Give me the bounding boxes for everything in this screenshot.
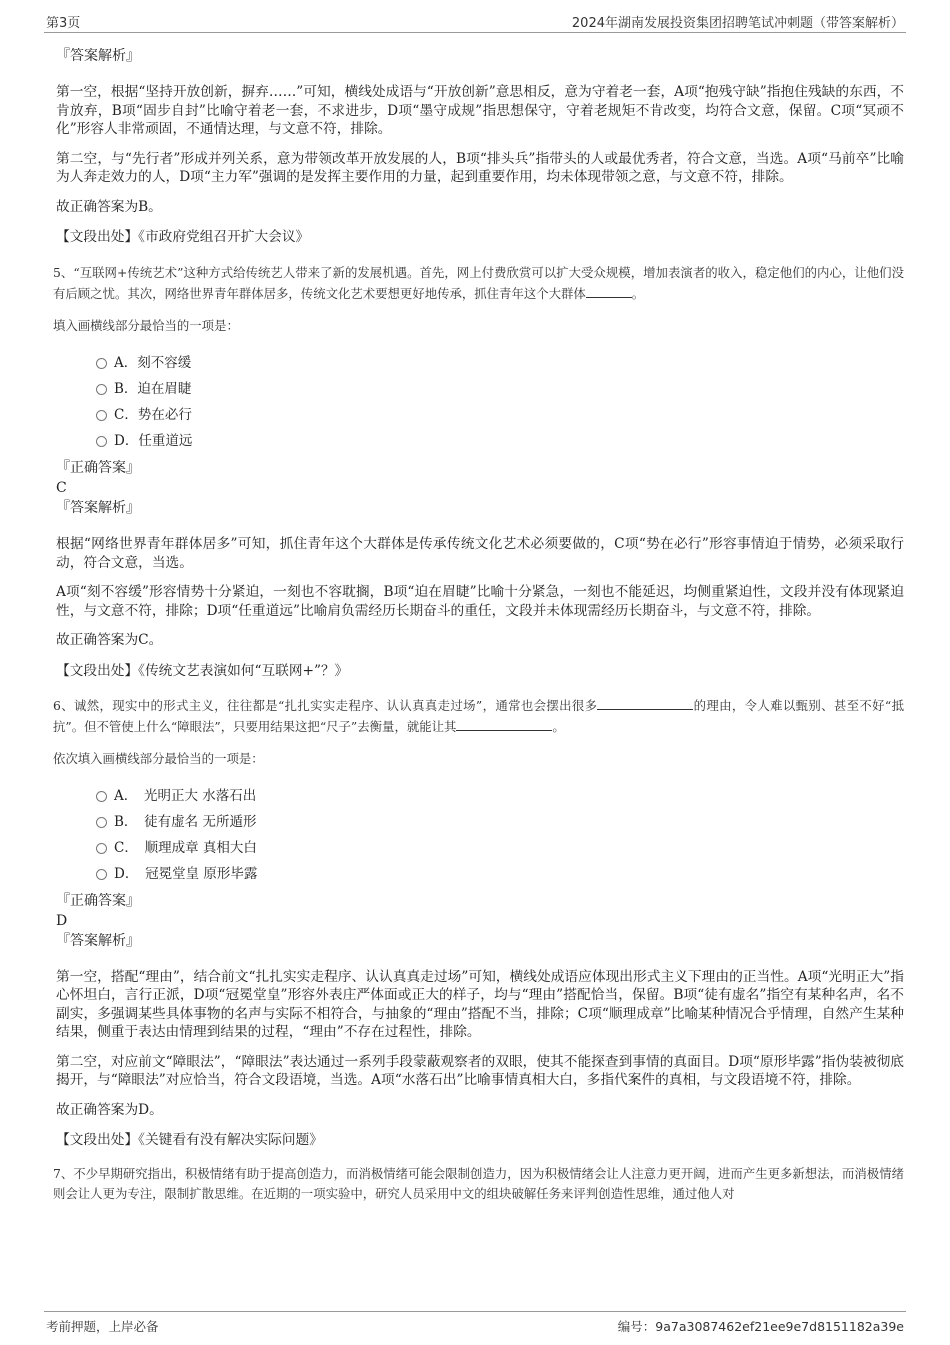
radio-icon[interactable] <box>96 791 107 802</box>
q5-correct-answer: C <box>56 480 67 496</box>
q6-analysis-label: 『答案解析』 <box>56 932 140 949</box>
page-header <box>44 12 906 33</box>
q5-fill-blank <box>586 283 632 298</box>
q5-option-d[interactable] <box>96 428 904 454</box>
q6-analysis-para-2: 第二空，对应前文“障眼法”，“障眼法”表达通过一系列手段蒙蔽观察者的双眼，使其不能探查到事情的真面目。D项“原形毕露”指伪装被彻底揭开，与“障眼法”对应恰当，符合文段语境，当选。A项“水落石出”比喻事情真相大白，多指代案件的真相，与文段语境不符，排除。 <box>56 1053 904 1088</box>
q5-option-b[interactable] <box>96 376 904 402</box>
q6-option-a[interactable] <box>96 783 904 809</box>
q5-option-a-label: A．刻不容缓 <box>114 355 192 371</box>
q4-source: 【文段出处】《市政府党组召开扩大会议》 <box>56 229 310 245</box>
q6-conclusion: 故正确答案为D。 <box>56 1101 163 1118</box>
q5-option-b-label: B．迫在眉睫 <box>114 381 192 397</box>
footer-slogan: 考前押题，上岸必备 <box>46 1319 159 1334</box>
page-content <box>53 44 904 1204</box>
q5-option-d-label: D．任重道远 <box>114 433 193 449</box>
q6-question-text <box>53 695 904 737</box>
radio-icon[interactable] <box>96 817 107 828</box>
q5-source: 【文段出处】《传统文艺表演如何“互联网+”？》 <box>56 662 349 679</box>
radio-icon[interactable] <box>96 384 107 395</box>
q5-analysis-para-2: A项“刻不容缓”形容情势十分紧迫，一刻也不容耽搁，B项“迫在眉睫”比喻十分紧急，一刻也不能延迟，均侧重紧迫性，文段并没有体现紧迫性，与文意不符，排除；D项“任重道远”比喻肩负需经历长期奋斗的重任，文段并未体现需经历长期奋斗，与文意不符，排除。 <box>56 584 904 619</box>
q6-option-d[interactable] <box>96 861 904 887</box>
q5-option-c[interactable] <box>96 402 904 428</box>
q6-option-b[interactable] <box>96 809 904 835</box>
radio-icon[interactable] <box>96 869 107 880</box>
q6-option-b-label: B． 徒有虚名 无所遁形 <box>114 813 257 830</box>
q6-prompt: 依次填入画横线部分最恰当的一项是： <box>53 750 264 766</box>
q5-option-a[interactable] <box>96 350 904 376</box>
q5-options <box>96 350 904 454</box>
q6-text-part-1: 6、诚然，现实中的形式主义，往往都是“扎扎实实走程序、认认真真走过场”，通常也会摆出很多 <box>53 697 598 713</box>
q6-analysis-para-1: 第一空，搭配“理由”，结合前文“扎扎实实走程序、认认真真走过场”可知，横线处成语应体现出形式主义下理由的正当性。A项“光明正大”指心怀坦白，言行正派，D项“冠冕堂皇”形容外表庄严体面或正大的样子，均与“理由”搭配恰当，保留。B项“徒有虚名”指空有某种名声，名不副实，多强调某些具体事物的名声与实际不相符合，与抽象的“理由”搭配不当，排除；C项“顺理成章”比喻某种情况合乎情理，自然产生某种结果，侧重于表达由情理到结果的过程，“理由”不存在过程性，排除。 <box>56 968 904 1040</box>
q6-fill-blank-1 <box>597 695 693 710</box>
q5-option-c-label: C．势在必行 <box>114 407 192 423</box>
q6-text-part-2: 的理由，令人难以甄别、甚至不好“抵抗”。但不管使上什么“障眼法”，只要用结果这把“尺子”去衡量，就能让其 <box>53 697 904 734</box>
radio-icon[interactable] <box>96 358 107 369</box>
radio-icon[interactable] <box>96 436 107 447</box>
q6-option-c[interactable] <box>96 835 904 861</box>
q5-conclusion: 故正确答案为C。 <box>56 632 163 648</box>
q7-question-text: 7、不少早期研究指出，积极情绪有助于提高创造力，而消极情绪可能会限制创造力，因为积极情绪会让人注意力更开阔，进而产生更多新想法，而消极情绪则会让人更为专注，限制扩散思维。在近期的一项实验中，研究人员采用中文的组块破解任务来评判创造性思维，通过他人对 <box>53 1166 904 1201</box>
q4-analysis-para-1: 第一空，根据“坚持开放创新，摒弃……”可知，横线处成语与“开放创新”意思相反，意为守着老一套，A项“抱残守缺”指抱住残缺的东西，不肯放弃，B项“固步自封”比喻守着老一套，不求进步，D项“墨守成规”指思想保守，守着老规矩不肯改变，均符合文意，保留。C项“冥顽不化”形容人非常顽固，不通情达理，与文意不符，排除。 <box>56 84 904 137</box>
radio-icon[interactable] <box>96 843 107 854</box>
q6-source: 【文段出处】《关键看有没有解决实际问题》 <box>56 1132 323 1148</box>
q6-correct-answer: D <box>56 912 68 929</box>
q6-options <box>96 783 904 887</box>
q6-option-d-label: D． 冠冕堂皇 原形毕露 <box>114 865 258 882</box>
q5-correct-label: 『正确答案』 <box>56 460 140 476</box>
q6-option-a-label: A． 光明正大 水落石出 <box>114 787 257 804</box>
q6-option-c-label: C． 顺理成章 真相大白 <box>114 839 257 856</box>
page-footer <box>44 1311 906 1336</box>
q5-prompt: 填入画横线部分最恰当的一项是： <box>53 318 239 333</box>
q4-conclusion: 故正确答案为B。 <box>56 198 162 215</box>
q5-text-after: 。 <box>631 286 645 301</box>
q6-correct-label: 『正确答案』 <box>56 892 140 909</box>
q4-analysis-para-2: 第二空，与“先行者”形成并列关系，意为带领改革开放发展的人，B项“排头兵”指带头的人或最优秀者，符合文意，当选。A项“马前卒”比喻为人奔走效力的人，D项“主力军”强调的是发挥主要作用的力量，起到重要作用，均未体现带领之意，与文意不符，排除。 <box>56 150 904 185</box>
page-number: 第3页 <box>46 16 81 31</box>
q6-text-part-3: 。 <box>552 718 565 734</box>
q4-analysis-label: 『答案解析』 <box>56 48 140 64</box>
radio-icon[interactable] <box>96 410 107 421</box>
document-title: 2024年湖南发展投资集团招聘笔试冲刺题（带答案解析） <box>571 16 904 31</box>
q5-question-text <box>53 263 904 304</box>
q5-analysis-label: 『答案解析』 <box>56 500 140 516</box>
q5-text-before: 5、“互联网+传统艺术”这种方式给传统艺人带来了新的发展机遇。首先，网上付费欣赏可以扩大受众规模，增加表演者的收入，稳定他们的内心，让他们没有后顾之忧。其次，网络世界青年群体居多，传统文化艺术要想更好地传承，抓住青年这个大群体 <box>53 265 904 301</box>
q5-analysis-para-1: 根据“网络世界青年群体居多”可知，抓住青年这个大群体是传承传统文化艺术必须要做的，C项“势在必行”形容事情迫于情势，必须采取行动，符合文意，当选。 <box>56 536 904 571</box>
document-serial: 编号：9a7a3087462ef21ee9e7d8151182a39e <box>617 1319 904 1334</box>
q6-fill-blank-2 <box>456 716 552 731</box>
